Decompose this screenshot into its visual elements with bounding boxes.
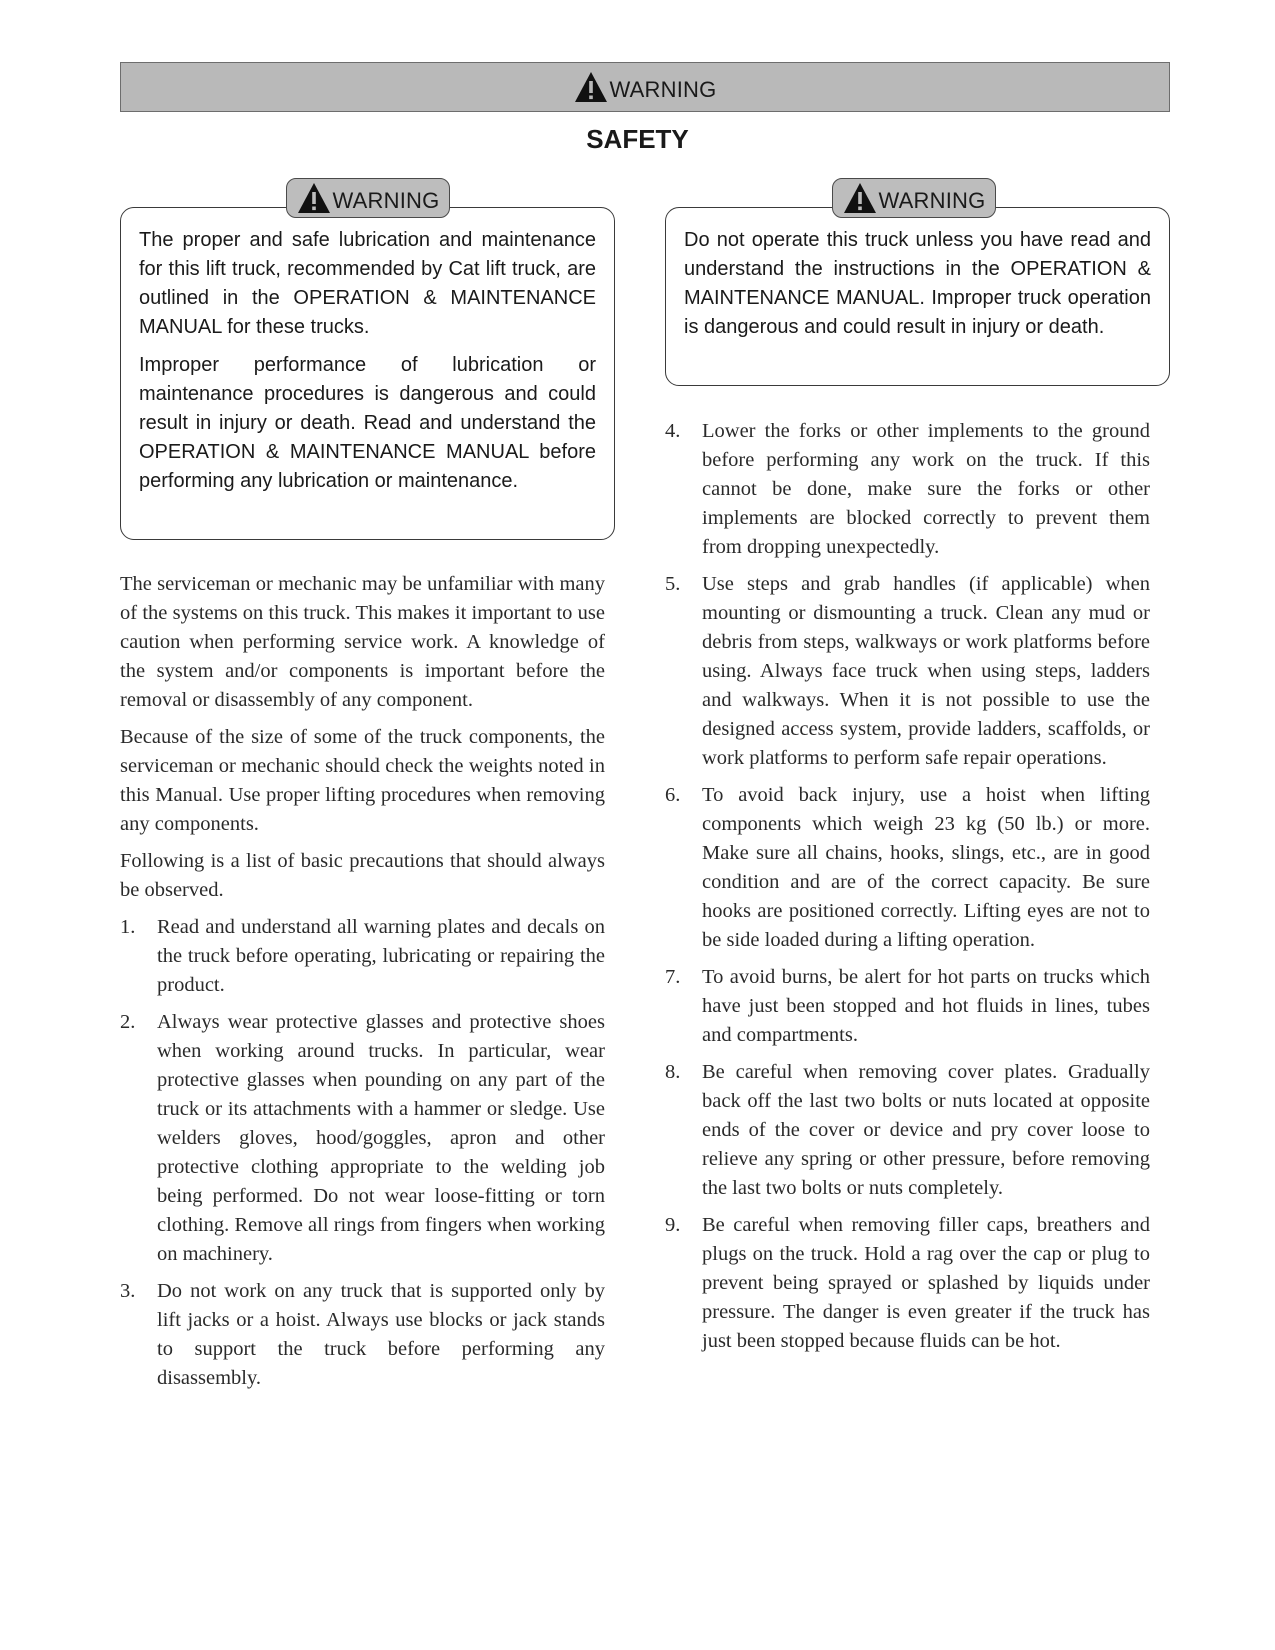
- list-item: [665, 570, 1150, 773]
- list-number: 5.: [665, 573, 681, 595]
- list-text: Be careful when removing cover plates. Gradually back off the last two bolts or nuts located at opposite ends of the cover or device and pry cover loose to relieve any spring or other pressure, before removing the last two bolts or nuts completely.: [702, 1061, 1150, 1199]
- list-item: [665, 1058, 1150, 1203]
- intro-paragraph: Following is a list of basic precautions that should always be observed.: [120, 850, 605, 901]
- list-number: 9.: [665, 1214, 681, 1236]
- intro-paragraph: Because of the size of some of the truck components, the serviceman or mechanic should check the weights noted in this Manual. Use proper lifting procedures when removing any components.: [120, 726, 605, 835]
- warning-banner: [120, 62, 1170, 112]
- list-item: [665, 1211, 1150, 1356]
- list-item: [665, 781, 1150, 955]
- warning-paragraph: The proper and safe lubrication and maintenance for this lift truck, recommended by Cat lift truck, are outlined in the OPERATION & MAINTENANCE MANUAL for these trucks.: [139, 229, 596, 338]
- warning-banner-label: WARNING: [609, 77, 717, 102]
- list-text: Lower the forks or other implements to the ground before performing any work on the truck. If this cannot be done, make sure the forks or other implements are blocked correctly to prevent them from dropping unexpectedly.: [702, 420, 1150, 558]
- intro-paragraph: The serviceman or mechanic may be unfamiliar with many of the systems on this truck. This makes it important to use caution when performing service work. A knowledge of the system and/or components is important before the removal or disassembly of any component.: [120, 573, 605, 711]
- list-number: 2.: [120, 1011, 136, 1033]
- left-warning-tab: [286, 178, 450, 218]
- warning-tab-label: WARNING: [878, 188, 986, 213]
- list-item: [120, 1008, 605, 1269]
- warning-paragraph: Improper performance of lubrication or maintenance procedures is dangerous and could result in injury or death. Read and understand the OPERATION & MAINTENANCE MANUAL before performing any lubrication or maintenance.: [139, 354, 596, 492]
- list-number: 3.: [120, 1280, 136, 1302]
- list-text: Be careful when removing filler caps, breathers and plugs on the truck. Hold a rag over the cap or plug to prevent being sprayed or splashed by liquids under pressure. The danger is even greater if the truck has just been stopped because fluids can be hot.: [702, 1214, 1150, 1352]
- warning-triangle-icon: [574, 71, 608, 103]
- list-text: Do not work on any truck that is supported only by lift jacks or a hoist. Always use blocks or jack stands to support the truck before performing any disassembly.: [157, 1280, 605, 1389]
- list-text: Read and understand all warning plates and decals on the truck before operating, lubricating or repairing the product.: [157, 916, 605, 996]
- list-item: [665, 963, 1150, 1050]
- right-warning-box: [665, 207, 1170, 386]
- list-text: To avoid burns, be alert for hot parts on trucks which have just been stopped and hot fluids in lines, tubes and compartments.: [702, 966, 1150, 1046]
- list-item: [120, 1277, 605, 1393]
- warning-tab-label: WARNING: [332, 188, 440, 213]
- list-text: Always wear protective glasses and protective shoes when working around trucks. In particular, wear protective glasses when pounding on any part of the truck or its attachments with a hammer or sledge. Use welders gloves, hood/goggles, apron and other protective clothing appropriate to the welding job being performed. Do not wear loose-fitting or torn clothing. Remove all rings from fingers when working on machinery.: [157, 1011, 605, 1265]
- list-number: 1.: [120, 916, 136, 938]
- warning-triangle-icon: [297, 182, 331, 214]
- list-text: Use steps and grab handles (if applicable) when mounting or dismounting a truck. Clean any mud or debris from steps, walkways or work platforms before using. Always face truck when using steps, ladders and walkways. When it is not possible to use the designed access system, provide ladders, scaffolds, or work platforms to perform safe repair operations.: [702, 573, 1150, 769]
- left-warning-box: [120, 207, 615, 540]
- page-title: SAFETY: [586, 124, 689, 154]
- list-number: 6.: [665, 784, 681, 806]
- left-column: [120, 570, 605, 1401]
- right-warning-tab: [832, 178, 996, 218]
- list-number: 4.: [665, 420, 681, 442]
- list-number: 7.: [665, 966, 681, 988]
- list-item: [120, 913, 605, 1000]
- list-item: [665, 417, 1150, 562]
- list-text: To avoid back injury, use a hoist when lifting components which weigh 23 kg (50 lb.) or more. Make sure all chains, hooks, slings, etc., are in good condition and are of the correct capacity. Be sure hooks are positioned correctly. Lifting eyes are not to be side loaded during a lifting operation.: [702, 784, 1150, 951]
- list-number: 8.: [665, 1061, 681, 1083]
- right-column: [665, 417, 1150, 1364]
- warning-triangle-icon: [843, 182, 877, 214]
- warning-paragraph: Do not operate this truck unless you have read and understand the instructions in the OPERATION & MAINTENANCE MANUAL. Improper truck operation is dangerous and could result in injury or death.: [684, 229, 1151, 338]
